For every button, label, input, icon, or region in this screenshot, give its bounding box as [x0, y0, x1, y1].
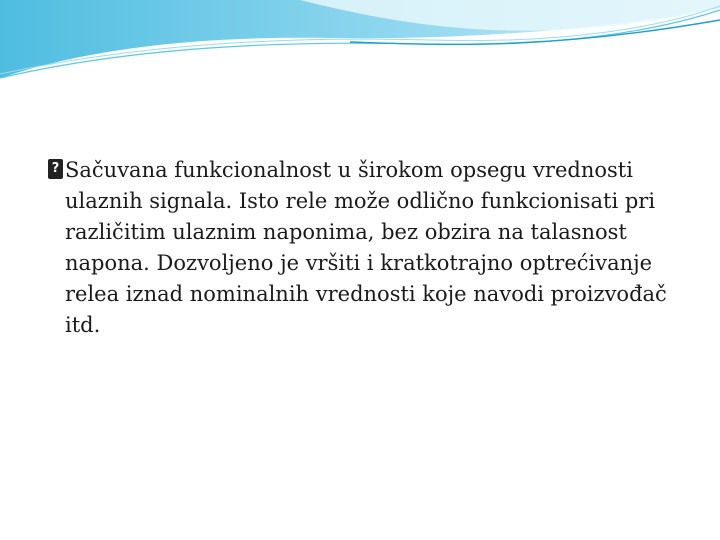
slide-body [48, 155, 688, 341]
missing-glyph-icon: ? [48, 159, 63, 179]
paragraph-text: Sačuvana funkcionalnost u širokom opsegu vrednosti ulaznih signala. Isto rele može odlično funkcionisati pri različitim ulaznim naponima, bez obzira na talasnost napona. Dozvoljeno je vršiti i kratkotrajno optrećivanje relea iznad nominalnih vrednosti koje navodi proizvođač itd. [65, 158, 667, 337]
header-wave-decoration [0, 0, 720, 90]
bullet-paragraph [48, 155, 688, 341]
